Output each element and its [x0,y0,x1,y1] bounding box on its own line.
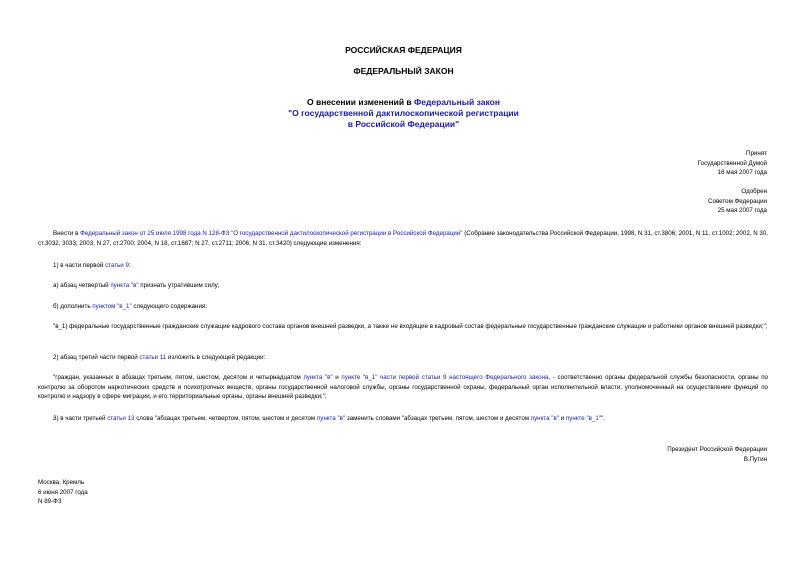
adopted-line: Государственной Думой [697,159,767,167]
title-text: О внесении изменений в [307,97,415,107]
link-point-v-4[interactable]: пункта "в" [530,415,559,422]
signature-title: Президент Российской Федерации [667,446,767,453]
place-date-block [38,478,238,507]
approved-block [567,187,767,216]
paragraph-item-1: 1) в части первой статьи 9: [53,262,131,269]
paragraph-item-3: 3) в части третьей статьи 13 слова "абзацах третьем, четвертом, пятом, шестом и десятом пункта "в" заменить словами "абзацах третьем, пятом, шестом и десятом пункта "в" и пункте "в_1"". [53,415,605,422]
law-title-line2[interactable]: "О государственной дактилоскопической регистрации [288,108,519,118]
law-title-line1 [0,97,807,108]
approved-line: Одобрен [741,188,767,195]
link-point-v1[interactable]: пунктом "в_1" [92,303,132,310]
date: 6 июня 2007 года [38,488,88,496]
approved-line: 25 мая 2007 года [717,207,767,215]
paragraph-quote-v1: "в_1) федеральные государственные гражданские служащие кадрового состава органов внешней разведки, а также не входящие в кадровый состав федеральные государственные гражданские служащие и работники органов внешней разведки;"; [53,323,768,330]
paragraph-item-1a: а) абзац четвертый пункта "в" признать утратившим силу; [53,282,220,289]
law-number: N 89-ФЗ [38,498,62,506]
adopted-line: 16 мая 2007 года [717,169,767,177]
signature-block [517,445,767,464]
link-point-v-2[interactable]: пункта "в" [303,374,333,381]
link-article-13[interactable]: статьи 13 [107,415,135,422]
doc-type-heading: ФЕДЕРАЛЬНЫЙ ЗАКОН [353,66,454,76]
adopted-line: Принят [746,150,767,157]
link-point-v[interactable]: пункта "в" [110,282,139,289]
approved-line: Советом Федерации [708,197,767,205]
signature-name: В.Путин [743,455,767,463]
paragraph-intro: Внести в Федеральный закон от 25 июля 1998 года N 128-ФЗ "О государственной дактилоскопической регистрации в Российской Федерации" (Собрание законодательства Российской Федерации, 1998, N 31, ст.3806; 2001, N 11, ст.1002; 2002, N 30, ст.3032, 3033; 2003, N 27, ст.2700; 2004, N 18, ст.1687; N 27, ст.2711; 2006, N 31, ст.3420) следующие изменения: [38,230,768,247]
link-article-11[interactable]: статьи 11 [139,354,167,361]
law-title-line3[interactable]: в Российской Федерации" [347,119,460,129]
title-link-federal-law[interactable]: Федеральный закон [414,97,500,107]
link-point-v1-article-9[interactable]: пункте "в_1" части первой статьи 9 настоящего Федерального закона [341,374,549,381]
paragraph-item-1b: б) дополнить пунктом "в_1" следующего содержания: [53,303,207,310]
link-point-v-3[interactable]: пункта "в" [316,415,346,422]
adopted-block [567,149,767,178]
link-federal-law-128[interactable]: Федеральный закон от 25 июля 1998 года N 128-ФЗ "О государственной дактилоскопической регистрации в Российской Федерации" [80,230,463,237]
paragraph-item-2: 2) абзац третий части первой статьи 11 изложить в следующей редакции: [53,354,266,361]
place: Москва, Кремль [38,479,85,486]
paragraph-quote-article-11: "граждан, указанных в абзацах третьем, пятом, шестом, десятом и четырнадцатом пункта "в" и пункте "в_1" части первой статьи 9 настоящего Федерального закона, - соответственно органы федеральной службы безопасности, органы по контролю за оборотом наркотических средств и психотропных веществ, органы государственной налоговой службы, органы государственной охраны, федеральный орган исполнительной власти, уполномоченный на осуществление функций по контролю и надзору в сфере миграции, и его территориальные органы, органы внешней разведки;"; [38,374,768,401]
country-heading: РОССИЙСКАЯ ФЕДЕРАЦИЯ [345,45,462,55]
link-point-v1-2[interactable]: пункте "в_1" [565,415,602,422]
link-article-9[interactable]: статьи 9 [105,262,129,269]
